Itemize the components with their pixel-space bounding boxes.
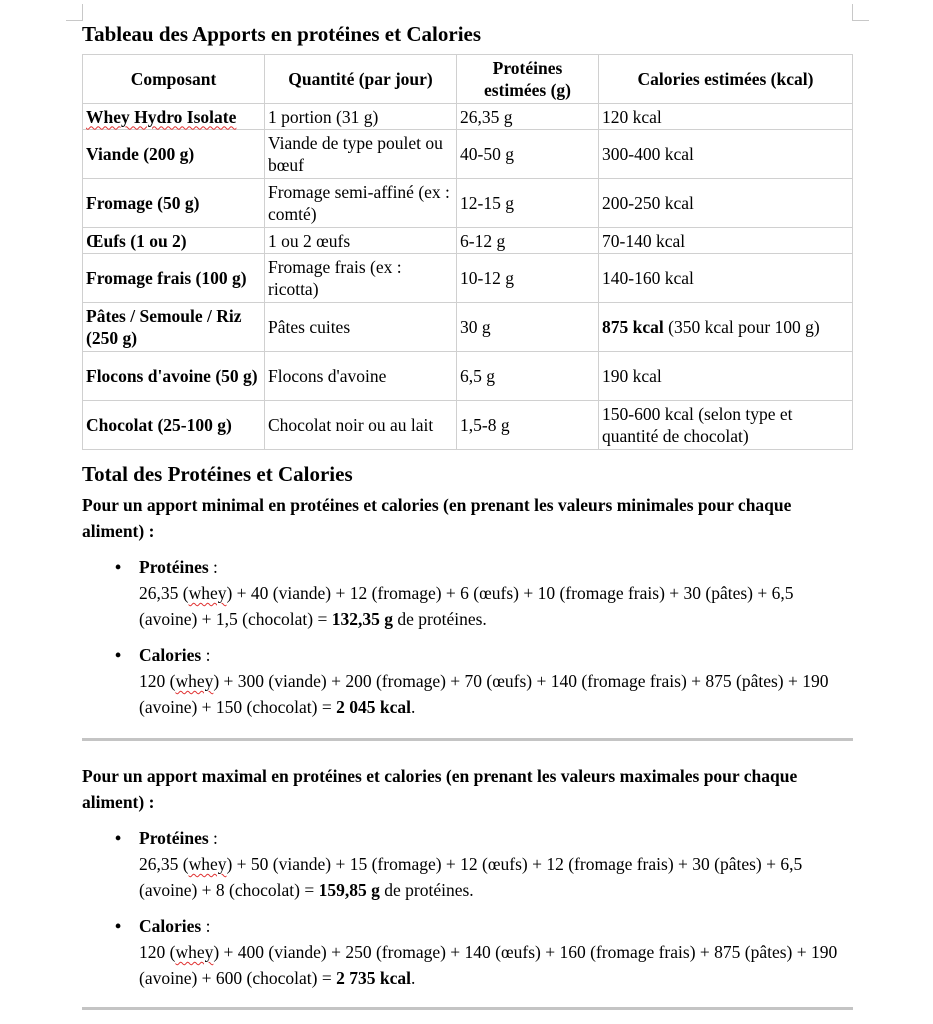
cell-quantite: Chocolat noir ou au lait — [265, 401, 457, 450]
cell-proteines: 6-12 g — [457, 228, 599, 254]
cell-quantite: Fromage frais (ex : ricotta) — [265, 254, 457, 303]
formula-tail: . — [410, 697, 416, 717]
table-row — [83, 352, 853, 401]
cell-composant: Chocolat (25-100 g) — [83, 401, 265, 450]
list-item: • Protéines : 26,35 (whey) + 50 (viande) + 15 (fromage) + 12 (œufs) + 12 (fromage frais) + 30 (pâtes) + 6,5 (avoine) + 8 (chocolat) = 159,85 g de protéines. — [139, 825, 853, 903]
table-title: Tableau des Apports en protéines et Calories — [82, 22, 482, 46]
min-list — [82, 554, 853, 720]
formula-tail: . — [410, 968, 416, 988]
cell-calories: 140-160 kcal — [599, 254, 853, 303]
cell-calories: 300-400 kcal — [599, 130, 853, 179]
formula-expr: ) + 50 (viande) + 15 (fromage) + 12 (œufs) + 12 (fromage frais) + 30 (pâtes) + 6,5 (avoine) + 8 (chocolat) = — [139, 854, 803, 900]
formula-lead: 120 ( — [139, 942, 176, 962]
cell-proteines: 6,5 g — [457, 352, 599, 401]
formula-expr: ) + 400 (viande) + 250 (fromage) + 140 (œufs) + 160 (fromage frais) + 875 (pâtes) + 190 (avoine) + 600 (chocolat) = — [139, 942, 838, 988]
cell-calories: 190 kcal — [599, 352, 853, 401]
cell-composant: Viande (200 g) — [83, 130, 265, 179]
formula-result: 132,35 g — [331, 609, 393, 629]
cell-composant: Pâtes / Semoule / Riz (250 g) — [83, 303, 265, 352]
formula-result: 159,85 g — [318, 880, 380, 900]
header-proteines: Protéines estimées (g) — [457, 55, 599, 104]
formula-result: 2 735 kcal — [336, 968, 411, 988]
table-row — [83, 303, 853, 352]
cell-proteines: 26,35 g — [457, 104, 599, 130]
item-label: Protéines — [139, 828, 209, 848]
cell-proteines: 12-15 g — [457, 179, 599, 228]
spellcheck-word: whey — [175, 671, 214, 691]
cell-quantite: Fromage semi-affiné (ex : comté) — [265, 179, 457, 228]
table-row — [83, 228, 853, 254]
formula-lead: 26,35 ( — [139, 583, 189, 603]
table-header-row — [83, 55, 853, 104]
formula-lead: 120 ( — [139, 671, 176, 691]
table-row — [83, 254, 853, 303]
formula-expr: ) + 300 (viande) + 200 (fromage) + 70 (œufs) + 140 (fromage frais) + 875 (pâtes) + 190 (avoine) + 150 (chocolat) = — [139, 671, 829, 717]
cell-composant: Flocons d'avoine (50 g) — [83, 352, 265, 401]
page-corner-mark-right — [852, 4, 869, 21]
cell-composant — [83, 104, 265, 130]
calories-note: (350 kcal pour 100 g) — [663, 317, 820, 337]
table-row — [83, 130, 853, 179]
table-row — [83, 104, 853, 130]
cell-calories: 150-600 kcal (selon type et quantité de chocolat) — [599, 401, 853, 450]
header-quantite: Quantité (par jour) — [265, 55, 457, 104]
cell-proteines: 10-12 g — [457, 254, 599, 303]
page-corner-mark-left — [66, 4, 83, 21]
cell-proteines: 30 g — [457, 303, 599, 352]
formula-tail: de protéines. — [379, 880, 474, 900]
formula-lead: 26,35 ( — [139, 854, 189, 874]
header-composant: Composant — [83, 55, 265, 104]
header-calories: Calories estimées (kcal) — [599, 55, 853, 104]
table-row — [83, 179, 853, 228]
cell-quantite: Viande de type poulet ou bœuf — [265, 130, 457, 179]
cell-proteines: 1,5-8 g — [457, 401, 599, 450]
formula-expr: ) + 40 (viande) + 12 (fromage) + 6 (œufs) + 10 (fromage frais) + 30 (pâtes) + 6,5 (avoine) + 1,5 (chocolat) = — [139, 583, 794, 629]
max-intro: Pour un apport maximal en protéines et calories (en prenant les valeurs maximales pour chaque aliment) : — [82, 766, 798, 812]
cell-calories: 120 kcal — [599, 104, 853, 130]
cell-calories: 70-140 kcal — [599, 228, 853, 254]
formula-result: 2 045 kcal — [336, 697, 411, 717]
cell-quantite: 1 portion (31 g) — [265, 104, 457, 130]
list-item: • Calories : 120 (whey) + 300 (viande) + 200 (fromage) + 70 (œufs) + 140 (fromage frais) + 875 (pâtes) + 190 (avoine) + 150 (chocolat) = 2 045 kcal. — [139, 642, 853, 720]
min-intro: Pour un apport minimal en protéines et calories (en prenant les valeurs minimales pour chaque aliment) : — [82, 495, 792, 541]
cell-quantite: 1 ou 2 œufs — [265, 228, 457, 254]
item-label: Calories — [139, 916, 202, 936]
spellcheck-word: Whey Hydro Isolate — [86, 106, 237, 127]
section-divider — [82, 738, 853, 741]
cell-quantite: Flocons d'avoine — [265, 352, 457, 401]
list-item: • Protéines : 26,35 (whey) + 40 (viande) + 12 (fromage) + 6 (œufs) + 10 (fromage frais) + 30 (pâtes) + 6,5 (avoine) + 1,5 (chocolat) = 132,35 g de protéines. — [139, 554, 853, 632]
cell-proteines: 40-50 g — [457, 130, 599, 179]
section-title: Total des Protéines et Calories — [82, 462, 353, 486]
cell-calories: 200-250 kcal — [599, 179, 853, 228]
cell-composant: Fromage frais (100 g) — [83, 254, 265, 303]
spellcheck-word: whey — [188, 583, 227, 603]
spellcheck-word: whey — [188, 854, 227, 874]
cell-quantite: Pâtes cuites — [265, 303, 457, 352]
formula-tail: de protéines. — [392, 609, 487, 629]
item-label: Protéines — [139, 557, 209, 577]
document-body — [82, 20, 853, 1010]
spellcheck-word: whey — [175, 942, 214, 962]
max-list — [82, 825, 853, 991]
list-item: • Calories : 120 (whey) + 400 (viande) + 250 (fromage) + 140 (œufs) + 160 (fromage frais) + 875 (pâtes) + 190 (avoine) + 600 (chocolat) = 2 735 kcal. — [139, 913, 853, 991]
cell-composant: Œufs (1 ou 2) — [83, 228, 265, 254]
nutrition-table — [82, 54, 853, 450]
item-label: Calories — [139, 645, 202, 665]
table-row — [83, 401, 853, 450]
cell-composant: Fromage (50 g) — [83, 179, 265, 228]
cell-calories — [599, 303, 853, 352]
calories-bold: 875 kcal — [602, 317, 664, 337]
section-divider — [82, 1007, 853, 1010]
